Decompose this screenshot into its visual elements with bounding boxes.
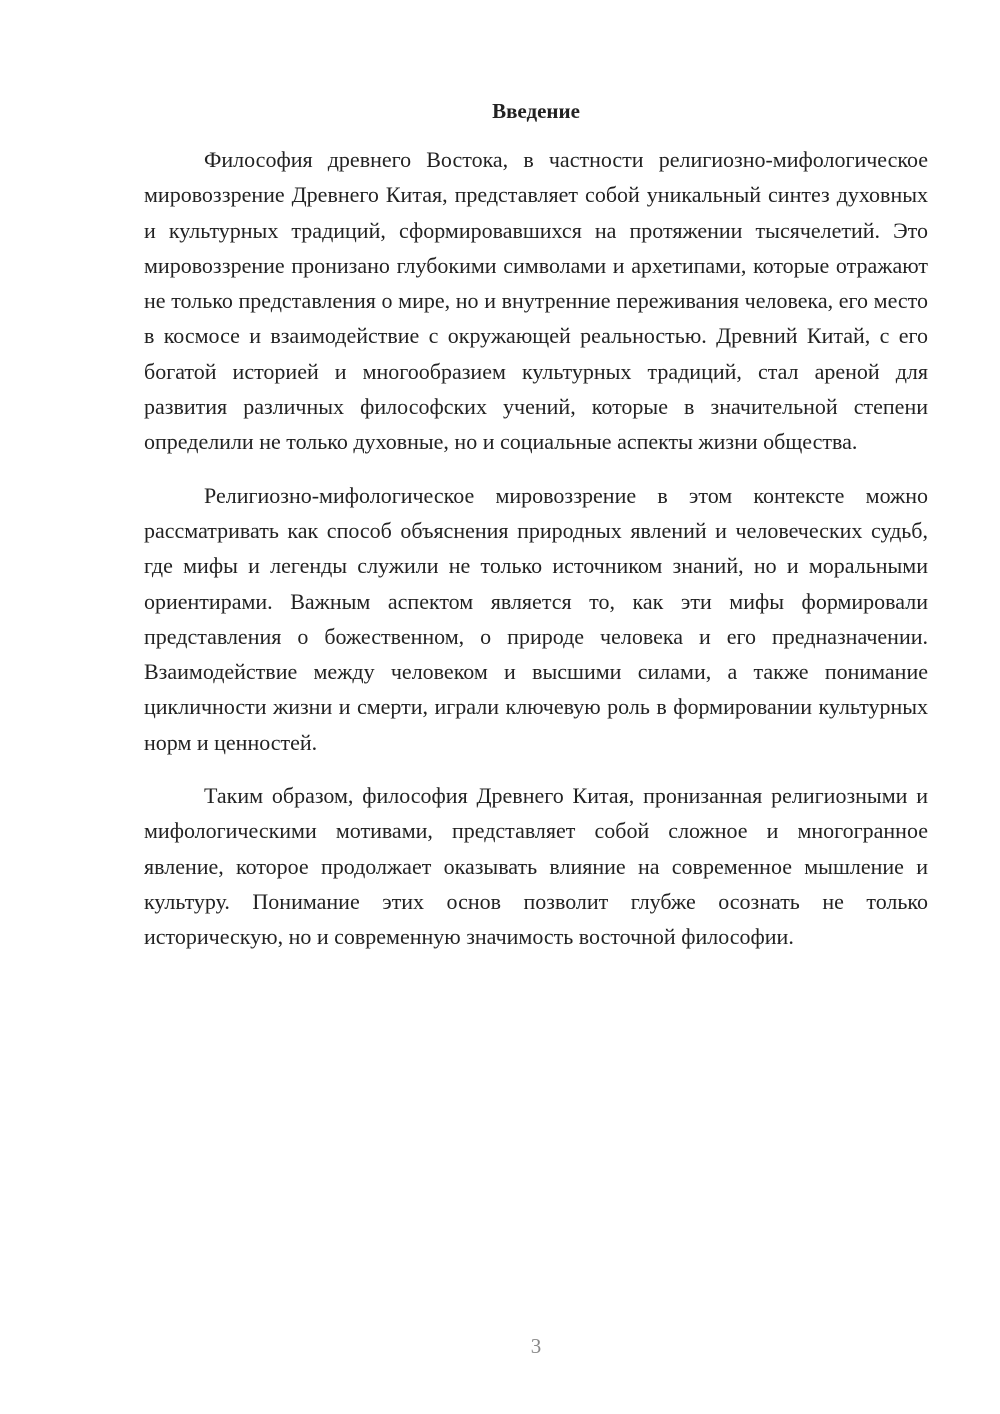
paragraph: Философия древнего Востока, в частности религиозно-мифологическое мировоззрение Древнего Китая, представляет собой уникальный синтез духовных и культурных традиций, сформировавшихся на протяжении тысячелетий. Это мировоззрение пронизано глубокими символами и архетипами, которые отражают не только представления о мире, но и внутренние переживания человека, его место в космосе и взаимодействие с окружающей реальностью. Древний Китай, с его богатой историей и многообразием культурных традиций, стал ареной для развития различных философских учений, которые в значительной степени определили не только духовные, но и социальные аспекты жизни общества. <box>144 147 928 455</box>
page-number: 3 <box>530 1334 542 1358</box>
paragraph: Религиозно-мифологическое мировоззрение в этом контексте можно рассматривать как способ объяснения природных явлений и человеческих судьб, где мифы и легенды служили не только источником знаний, но и моральными ориентирами. Важным аспектом является то, как эти мифы формировали представления о божественном, о природе человека и его предназначении. Взаимодействие между человеком и высшими силами, а также понимание цикличности жизни и смерти, играли ключевую роль в формировании культурных норм и ценностей. <box>144 482 928 755</box>
paragraph: Таким образом, философия Древнего Китая, пронизанная религиозными и мифологическими мотивами, представляет собой сложное и многогранное явление, которое продолжает оказывать влияние на современное мышление и культуру. Понимание этих основ позволит глубже осознать не только историческую, но и современную значимость восточной философии. <box>144 783 928 950</box>
page-title: Введение <box>492 99 580 123</box>
document-body <box>144 142 928 973</box>
